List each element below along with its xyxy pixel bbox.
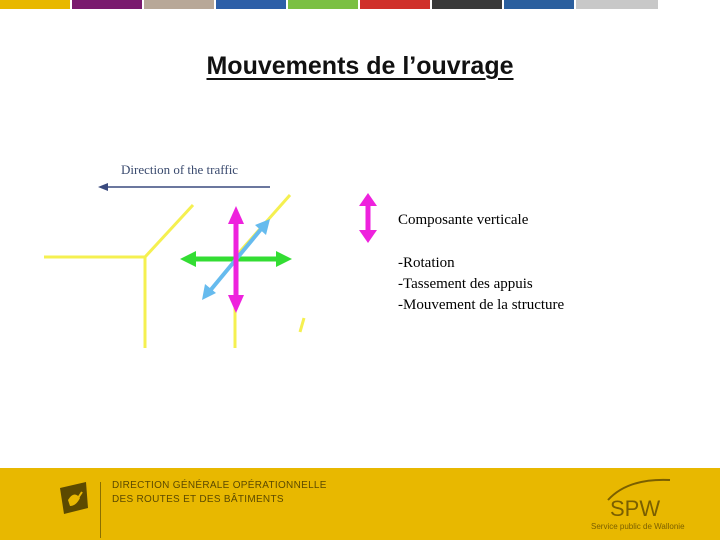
structure-outline [44,195,304,348]
traffic-direction-arrow [98,183,270,191]
topbar-segment [288,0,358,9]
legend-item-rotation: -Rotation [398,255,455,271]
footer-organization [112,479,327,507]
topbar-segment [72,0,142,9]
spw-logo-subtitle: Service public de Wallonie [591,522,685,531]
footer-divider [100,482,101,538]
slide-title [0,52,720,81]
topbar-segment [576,0,658,9]
spw-logo [588,478,688,522]
legend-panel [398,210,564,316]
traffic-direction-label: Direction of the traffic [121,162,239,177]
topbar-segment [144,0,214,9]
legend-item-mouvement: -Mouvement de la structure [398,297,565,313]
legend-heading: Composante verticale [398,212,529,228]
footer-line-2: DES ROUTES ET DES BÂTIMENTS [112,494,284,505]
topbar-segment [504,0,574,9]
movement-diagram [0,150,340,360]
slide-title-text: Mouvements de l’ouvrage [206,52,514,80]
topbar-segment [216,0,286,9]
dgo-logo-icon [56,478,92,518]
vertical-component-legend-arrow [355,192,381,244]
footer-line-1: DIRECTION GÉNÉRALE OPÉRATIONNELLE [112,480,327,491]
spw-logo-text: SPW [610,496,661,521]
topbar-segment [360,0,430,9]
topbar-segment [432,0,502,9]
top-color-bar [0,0,720,9]
legend-item-tassement: -Tassement des appuis [398,276,533,292]
topbar-segment [0,0,70,9]
